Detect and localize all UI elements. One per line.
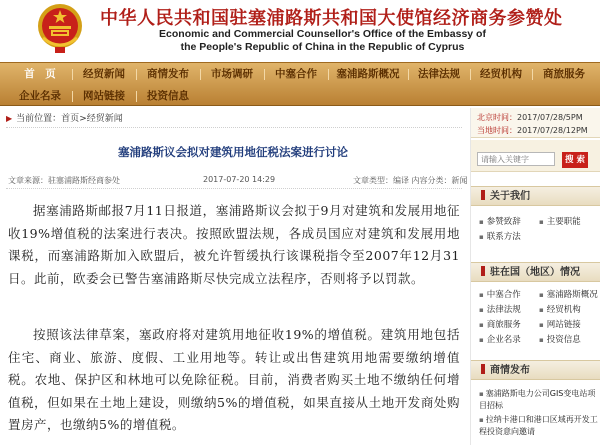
about-link-counsellor-speech[interactable]: ▪ 参赞致辞 (479, 215, 521, 229)
site-title-en-line1: Economic and Commercial Counsellor's Office of the Embassy of (159, 28, 486, 40)
article-source: 文章来源：驻塞浦路斯经商参处 (8, 176, 120, 185)
business-info-item[interactable]: ▪ 拉纳卡港口和港口区域再开发工程投资意向邀请 (479, 414, 599, 438)
nav-divider (136, 91, 137, 102)
beijing-time-value: 2017/07/28/5PM (517, 113, 583, 122)
breadcrumb-current[interactable]: 经贸新闻 (86, 114, 123, 124)
resident-link-laws[interactable]: ▪ 法律法规 (479, 303, 521, 317)
nav-market-research[interactable]: 市场调研 (211, 68, 253, 80)
article-date: 2017-07-20 14:29 (203, 175, 276, 184)
search-button[interactable]: 搜 索 (562, 152, 588, 168)
site-title-cn: 中华人民共和国驻塞浦路斯共和国大使馆经济商务参赞处 (100, 8, 563, 29)
resident-link-site-links[interactable]: ▪ 网站链接 (539, 318, 581, 332)
site-header (0, 0, 600, 62)
resident-link-investment[interactable]: ▪ 投资信息 (539, 333, 581, 347)
nav-cyprus-overview[interactable]: 塞浦路斯概况 (336, 68, 400, 80)
nav-divider (264, 69, 265, 80)
nav-divider (200, 69, 201, 80)
resident-country-title: 驻在国（地区）情况 (490, 267, 580, 278)
nav-divider (72, 91, 73, 102)
beijing-time-label: 北京时间： (477, 113, 517, 122)
article-type: 文章类型：编译 内容分类：新闻 (353, 176, 468, 185)
business-info-item[interactable]: ▪ 塞浦路斯电力公司GIS变电站项目招标 (479, 388, 599, 412)
meta-divider (6, 188, 462, 189)
nav-trade-news[interactable]: 经贸新闻 (83, 68, 125, 80)
nav-investment-info[interactable]: 投资信息 (147, 90, 189, 102)
nav-china-cyprus-coop[interactable]: 中塞合作 (275, 68, 317, 80)
time-panel (471, 108, 600, 138)
about-us-header (471, 186, 600, 206)
article-paragraph-1: 据塞浦路斯邮报7月11日报道，塞浦路斯议会拟于9月对建筑和发展用地征收19%增值税的法案进行表决。按照欧盟法规，各成员国应对建筑和发展用地课税，而塞浦路斯加入欧盟后，被允许暂缓执行该课税指令至2007年12月31日。此前，欧委会已警告塞浦路斯尽快完成立法程序，否则将予以罚款。 (8, 203, 460, 286)
about-link-contact[interactable]: ▪ 联系方法 (479, 230, 521, 244)
resident-link-directory[interactable]: ▪ 企业名录 (479, 333, 521, 347)
article-paragraph-2: 按照该法律草案，塞政府将对建筑用地征收19%的增值税。建筑用地包括住宅、商业、旅游、度假、工业用地等。转让或出售建筑用地需要缴纳增值税。农地、保护区和林地可以免除征税。目前，消费者购买土地不缴纳任何增值税，但如果在土地上建设，则缴纳5%的增值税，如果直接从土地开发商处购置房产，也缴纳5%的增值税。 (8, 327, 460, 432)
resident-link-agencies[interactable]: ▪ 经贸机构 (539, 303, 581, 317)
section-marker-icon (481, 266, 485, 276)
site-title-en-line2: the People's Republic of China in the Republic of Cyprus (180, 41, 465, 53)
about-link-main-functions[interactable]: ▪ 主要职能 (539, 215, 581, 229)
sidebar (470, 108, 600, 445)
breadcrumb (6, 110, 462, 128)
search-input[interactable] (477, 152, 555, 166)
business-info-title: 商情发布 (490, 365, 530, 376)
local-time-value: 2017/07/28/12PM (517, 126, 588, 135)
nav-home[interactable]: 首 页 (24, 68, 56, 80)
nav-laws[interactable]: 法律法规 (418, 68, 460, 80)
breadcrumb-label: 当前位置： (16, 114, 62, 124)
search-panel (471, 140, 600, 172)
nav-company-directory[interactable]: 企业名录 (19, 90, 61, 102)
nav-business-info[interactable]: 商情发布 (147, 68, 189, 80)
nav-trade-agencies[interactable]: 经贸机构 (480, 68, 522, 80)
article-title: 塞浦路斯议会拟对建筑用地征税法案进行讨论 (118, 145, 348, 159)
local-time-label: 当地时间： (477, 126, 517, 135)
about-us-title: 关于我们 (490, 191, 530, 202)
business-info-header (471, 360, 600, 380)
nav-divider (72, 69, 73, 80)
resident-link-overview[interactable]: ▪ 塞浦路斯概况 (539, 288, 598, 302)
local-time-row (477, 124, 600, 137)
main-nav (0, 62, 600, 106)
nav-divider (470, 69, 471, 80)
beijing-time-row (477, 111, 600, 124)
section-marker-icon (481, 190, 485, 200)
nav-site-links[interactable]: 网站链接 (83, 90, 125, 102)
breadcrumb-home-link[interactable]: 首页 (61, 114, 80, 124)
nav-business-travel[interactable]: 商旅服务 (543, 68, 585, 80)
nav-divider (328, 69, 329, 80)
nav-divider (408, 69, 409, 80)
section-marker-icon (481, 364, 485, 374)
nav-divider (532, 69, 533, 80)
resident-link-coop[interactable]: ▪ 中塞合作 (479, 288, 521, 302)
breadcrumb-separator: > (79, 114, 87, 124)
nav-divider (136, 69, 137, 80)
breadcrumb-arrow-icon: ▶ (6, 114, 13, 123)
nav-row-2 (0, 85, 600, 107)
nav-row-1 (0, 63, 600, 85)
article (0, 130, 466, 445)
resident-link-travel[interactable]: ▪ 商旅服务 (479, 318, 521, 332)
resident-country-header (471, 262, 600, 282)
